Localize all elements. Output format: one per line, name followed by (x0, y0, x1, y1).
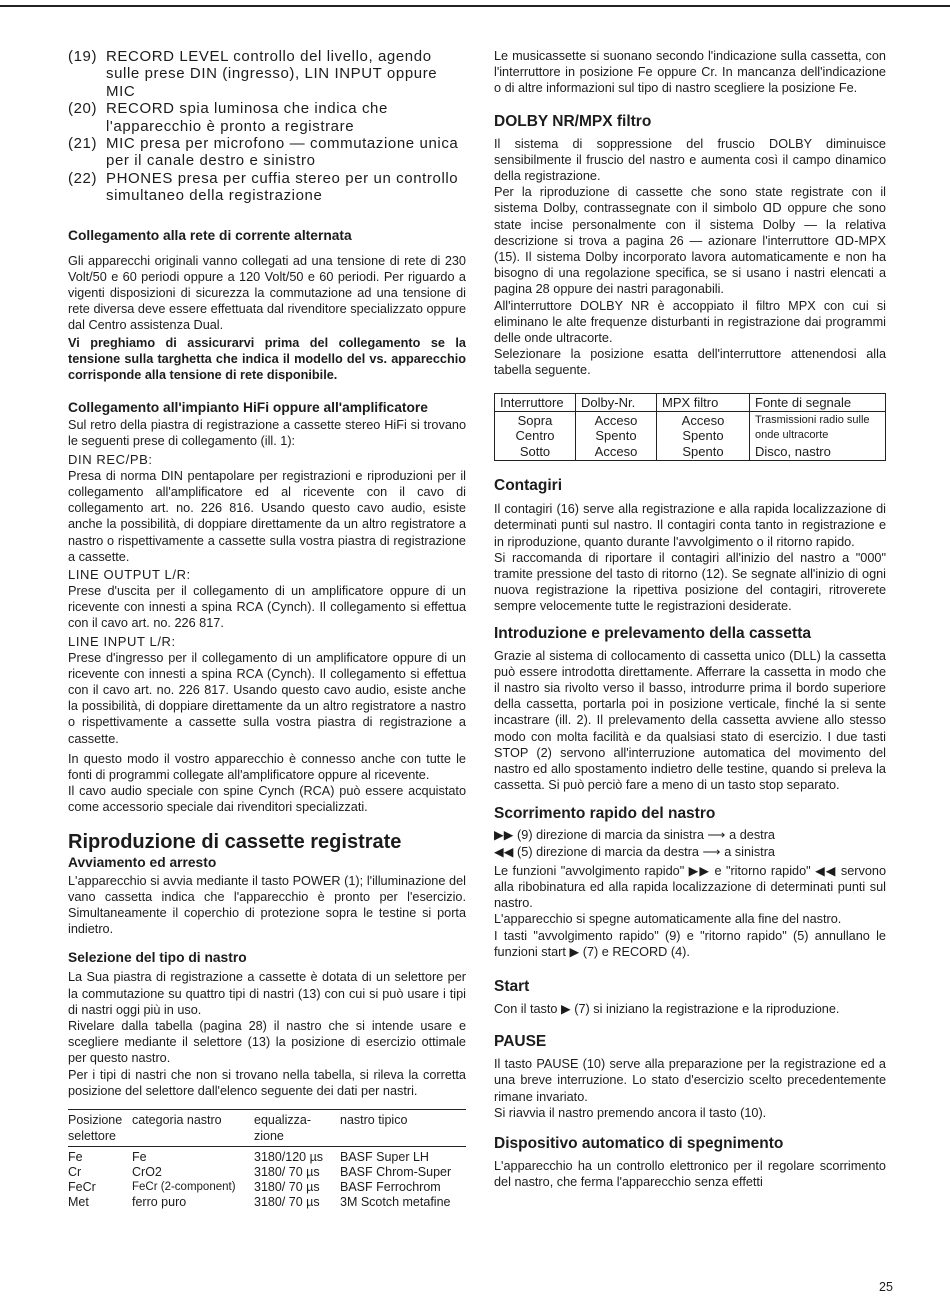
table-cell: Acceso Spento Spento (657, 411, 750, 461)
controls-list (68, 48, 466, 205)
table-cell: Cr (68, 1164, 82, 1179)
tape-select-p2: Rivelare dalla tabella (pagina 28) il nastro che si intende usare e scegliere mediante il selettore (13) la posizione di esercizio ottimale per questo nastro. (68, 1018, 466, 1066)
cassette-heading: Introduzione e prelevamento della cassetta (494, 624, 811, 642)
fast-heading: Scorrimento rapido del nastro (494, 805, 716, 823)
mains-warning: Vi preghiamo di assicurarvi prima del collegamento se la tensione sulla targhetta che indica il modello del vs. apparecchio corrisponde alla tensione di rete disponibile. (68, 335, 466, 383)
column-header: MPX filtro (657, 393, 750, 411)
column-header: Posizione selettore (68, 1112, 123, 1143)
dolby-p4: Selezionare la posizione esatta dell'interruttore attenendosi alla tabella seguente. (494, 347, 886, 378)
tape-select-p3: Per i tipi di nastri che non si trovano nella tabella, si rileva la corretta posizione del selettore dall'elenco seguente dei dati per nastri. (68, 1067, 466, 1098)
table-cell: 3180/ 70 µs (254, 1164, 320, 1179)
counter-p1: Il contagiri (16) serve alla registrazione e alla rapida localizzazione di determinati punti sul nastro. Il contagiri conta tanto in registrazione e in riproduzione, quanto durante l'avvolgimento o il ritorno rapido. (494, 502, 886, 549)
connected-paragraph: In questo modo il vostro apparecchio è connesso anche con tutte le fonti di programmi collegate all'amplificatore oppure al ricevente. (68, 751, 466, 782)
tape-intro: Le musicassette si suonano secondo l'indicazione sulla cassetta, con l'interruttore in posizione Fe oppure Cr. In mancanza dell'indicazione o di altre informazioni sul tipo di nastro scegliere la posizione Fe. (494, 49, 886, 96)
linein-text: Prese d'ingresso per il collegamento di un amplificatore oppure di un ricevente con innesti a spina RCA (Cynch). Il collegamento si effettua con il cavo art. no. 226 817. Usando questo cavo audio, esiste anche la possibilità, di doppiare direttamente da un altro registratore a nastro o rispettivamente a cassette sulla vostra piastra di registrazione a cassette. (68, 650, 466, 746)
table-header-row (68, 1109, 466, 1146)
mains-heading: Collegamento alla rete di corrente alternata (68, 227, 352, 243)
table-cell: BASF Chrom-Super (340, 1164, 452, 1179)
tape-table (68, 1109, 466, 1210)
linein-label: LINE INPUT L/R: (68, 633, 176, 649)
pause-p1: Il tasto PAUSE (10) serve alla preparazione per la registrazione ed a una breve interruzione. Lo stato d'esercizio scelto precedentemente rimane invariato. (494, 1057, 886, 1104)
table-cell: 3180/ 70 µs (254, 1194, 320, 1209)
hifi-intro: Sul retro della piastra di registrazione a cassette stereo HiFi si trovano le seguenti prese di collegamento (ill. 1): (68, 418, 466, 449)
hifi-heading: Collegamento all'impianto HiFi oppure all'amplificatore (68, 400, 428, 416)
dolby-heading: DOLBY NR/MPX filtro (494, 112, 652, 130)
column-header: Fonte di segnale (750, 393, 886, 411)
table-cell: CrO2 (132, 1164, 162, 1179)
start-paragraph: Con il tasto ▶ (7) si iniziano la registrazione e la riproduzione. (494, 1002, 840, 1017)
list-item: (21) MIC presa per microfono — commutazione unica per il canale destro e sinistro (68, 135, 459, 170)
pause-p2: Si riavvia il nastro premendo ancora il tasto (10). (494, 1105, 767, 1120)
list-item: (20) RECORD spia luminosa che indica che l'apparecchio è pronto a registrare (68, 100, 388, 135)
cable-paragraph: Il cavo audio speciale con spine Cynch (RCA) può essere acquistato come accessorio speciale dai rivenditori specializzati. (68, 784, 466, 815)
dolby-p2: Per la riproduzione di cassette che sono state registrate con il sistema Dolby, contrassegnate con il simbolo ᗡᗞ oppure che sono state incise personalmente con il sistema Dolby — la relativa descrizione si trova a pagina 26 — azionare l'interruttore ᗡᗞ-MPX (15). Il sistema Dolby incorporato lavora automaticamente e non ha bisogno di una regolazione specifica, se si usano i nastri elencati a pagina 28 oppure dei nastri paragonabili. (494, 185, 886, 297)
table-cell: 3M Scotch metafine (340, 1194, 451, 1209)
column-header: Dolby-Nr. (576, 393, 657, 411)
table-cell: 3180/ 70 µs (254, 1179, 320, 1194)
fast-p1: Le funzioni "avvolgimento rapido" ▶▶ e "ritorno rapido" ◀◀ servono alla ribobinatura ed alla rapida localizzazione di determinati punti sul nastro. (494, 863, 886, 911)
lineout-text: Prese d'uscita per il collegamento di un amplificatore oppure di un ricevente con innesti a spina RCA (Cynch). Il collegamento si effettua con il cavo art. no. 226 817. (68, 583, 466, 631)
table-cell: Trasmissioni radio sulle onde ultracorte Disco, nastro (750, 411, 886, 461)
column-header: nastro tipico (340, 1112, 408, 1127)
fast-p3: I tasti "avvolgimento rapido" (9) e "ritorno rapido" (5) annullano le funzioni start ▶ (7) e RECORD (4). (494, 928, 886, 959)
table-cell: FeCr (68, 1179, 96, 1194)
autostop-paragraph: L'apparecchio ha un controllo elettronico per il regolare scorrimento del nastro, che ferma l'apparecchio senza effetti (494, 1159, 886, 1190)
list-item: (19) RECORD LEVEL controllo del livello, agendo sulle prese DIN (ingresso), LIN INPUT oppure MIC (68, 48, 438, 100)
playback-paragraph: L'apparecchio si avvia mediante il tasto POWER (1); l'illuminazione del vano cassetta indica che l'apparecchio è pronto per l'esercizio. Simultaneamente il coperchio di protezione sopra le testine si porta indietro. (68, 873, 466, 937)
table-row (68, 1180, 466, 1195)
dolby-p1: Il sistema di soppressione del fruscio DOLBY diminuisce sensibilmente il fruscio del nastro e aumenta così il campo dinamico della registrazione. (494, 136, 886, 184)
lineout-label: LINE OUTPUT L/R: (68, 566, 191, 582)
autostop-heading: Dispositivo automatico di spegnimento (494, 1135, 784, 1153)
table-cell: Fe (132, 1149, 147, 1164)
table-cell: Met (68, 1194, 89, 1209)
table-row (68, 1195, 466, 1210)
left-column (68, 48, 466, 1210)
fast-p2: L'apparecchio si spegne automaticamente alla fine del nastro. (494, 912, 842, 927)
counter-heading: Contagiri (494, 477, 563, 495)
table-cell: FeCr (2-component) (132, 1180, 236, 1193)
table-cell: BASF Ferrochrom (340, 1179, 441, 1194)
cassette-paragraph: Grazie al sistema di collocamento di cassetta unico (DLL) la cassetta può essere introdotta direttamente. Afferrare la cassetta in modo che il nastro sia rivolto verso il basso, introdurre prima il bordo superiore della cassetta, portarla poi in posizione verticale, finché la si sente incastrare (ill. 2). Il prelevamento della cassetta avviene allo stesso modo con molta facilità e da qualsiasi stato di esercizio. I due tasti STOP (2) servono all'interruzione automatica del movimento del nastro ed allo spostamento indietro delle testine, quando si preleva la cassetta. Si può perciò fare a meno di un tasto stop separato. (494, 648, 886, 793)
pause-heading: PAUSE (494, 1033, 547, 1051)
table-row (68, 1165, 466, 1180)
playback-subheading: Avviamento ed arresto (68, 854, 217, 870)
tape-select-p1: La Sua piastra di registrazione a cassette è dotata di un selettore per la commutazione su quattro tipi di nastri (13) con cui si può usare i tipi di nastri oggi più in uso. (68, 970, 466, 1017)
table-header-row (495, 393, 886, 411)
table-cell: Sopra Centro Sotto (495, 411, 576, 461)
table-cell: ferro puro (132, 1194, 187, 1209)
table-cell: Acceso Spento Acceso (576, 411, 657, 461)
right-column (494, 48, 886, 1190)
top-rule (0, 5, 950, 7)
list-item: (22) PHONES presa per cuffia stereo per un controllo simultaneo della registrazione (68, 169, 459, 205)
mains-paragraph: Gli apparecchi originali vanno collegati ad una tensione di rete di 230 Volt/50 e 60 periodi oppure a 120 Volt/50 e 60 periodi. Per riguardo a vigenti disposizioni di sicurezza la commutazione ad una tensione di rete diversa deve essere effettuata dal rivenditore specializzato oppure dal Centro assistenza Dual. (68, 253, 466, 333)
din-label: DIN REC/PB: (68, 451, 153, 467)
table-row (68, 1146, 466, 1165)
tape-select-heading: Selezione del tipo di nastro (68, 950, 247, 966)
fast-forward-line: ▶▶ (9) direzione di marcia da sinistra ⟶ a destra (494, 828, 775, 843)
rewind-line: ◀◀ (5) direzione di marcia da destra ⟶ a sinistra (494, 844, 775, 859)
column-header: equalizza- zione (254, 1112, 311, 1143)
page-number: 25 (879, 1280, 893, 1294)
table-cell: 3180/120 µs (254, 1149, 324, 1164)
table-cell: BASF Super LH (340, 1149, 429, 1164)
column-header: Interruttore (495, 393, 576, 411)
din-text: Presa di norma DIN pentapolare per registrazioni e riproduzioni per il collegamento all'amplificatore ed al ricevente con il cavo di collegamento art. no. 226 816. Usando questo cavo audio, esiste anche la possibilità, di doppiare direttamente da un altro registratore a nastro o rispettivamente a cassette sulla vostra piastra di registrazione a cassette. (68, 468, 466, 564)
dolby-table (494, 393, 886, 462)
playback-heading: Riproduzione di cassette registrate (68, 830, 402, 853)
dolby-p3: All'interruttore DOLBY NR è accoppiato il filtro MPX con cui si eliminano le alte frequenze disturbanti in registrazione dai programmi delle onde ultracorte. (494, 298, 886, 346)
start-heading: Start (494, 978, 530, 996)
table-cell: Fe (68, 1149, 83, 1164)
column-header: categoria nastro (132, 1112, 222, 1127)
table-row (495, 411, 886, 461)
counter-p2: Si raccomanda di riportare il contagiri all'inizio del nastro a "000" tramite pressione del tasto di ritorno (12). Se segnate all'inizio di ogni nuova registrazione la ripettiva posizione del contagiri, ritroverete sempre velocemente tutte le registrazioni desiderate. (494, 550, 886, 614)
